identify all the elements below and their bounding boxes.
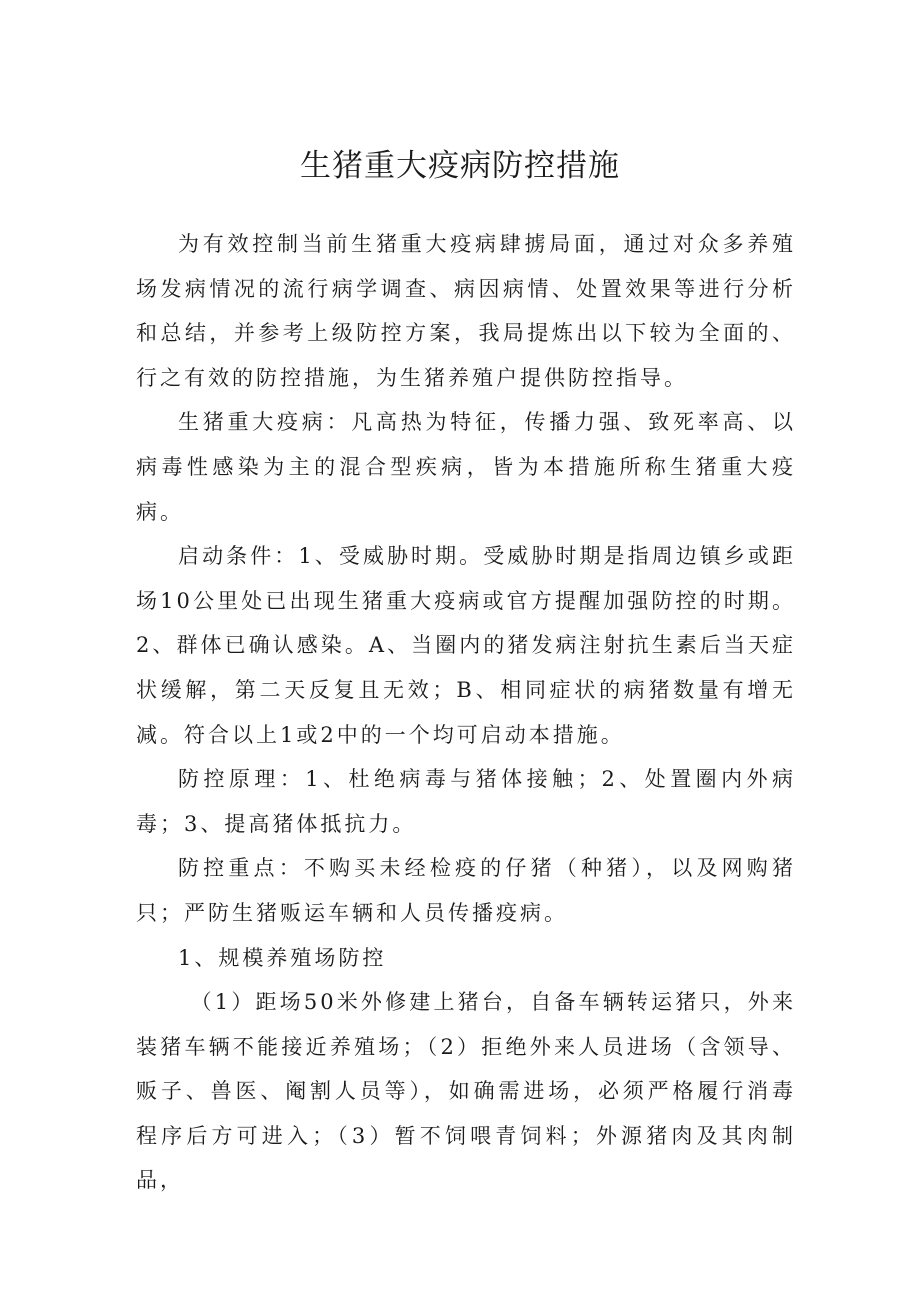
document-title: 生猪重大疫病防控措施 [300,148,620,184]
paragraph-start-conditions: 启动条件：1、受威胁时期。受威胁时期是指周边镇乡或距场10公里处已出现生猪重大疫病或官方提醒加强防控的时期。2、群体已确认感染。A、当圈内的猪发病注射抗生素后当天症状缓解，第二天反复且无效；B、相同症状的病猪数量有增无减。符合以上1或2中的一个均可启动本措施。 [136,544,796,747]
paragraph-large-farm-measures: （1）距场50米外修建上猪台，自备车辆转运猪只，外来装猪车辆不能接近养殖场；（2）拒绝外来人员进场（含领导、贩子、兽医、阉割人员等），如确需进场，必须严格履行消毒程序后方可进入；（3）暂不饲喂青饲料；外源猪肉及其肉制品， [136,990,796,1193]
paragraph-intro: 为有效控制当前生猪重大疫病肆掳局面，通过对众多养殖场发病情况的流行病学调查、病因病情、处置效果等进行分析和总结，并参考上级防控方案，我局提炼出以下较为全面的、行之有效的防控措施，为生猪养殖户提供防控指导。 [136,232,796,390]
paragraph-principles: 防控原理：1、杜绝病毒与猪体接触；2、处置圈内外病毒；3、提高猪体抵抗力。 [136,767,796,836]
document-body [136,222,796,1203]
section-heading-large-farms: 1、规模养殖场防控 [178,945,387,970]
paragraph-definition: 生猪重大疫病：凡高热为特征，传播力强、致死率高、以病毒性感染为主的混合型疾病，皆为本措施所称生猪重大疫病。 [136,410,796,524]
paragraph-key-points: 防控重点：不购买未经检疫的仔猪（种猪），以及网购猪只；严防生猪贩运车辆和人员传播疫病。 [136,856,796,925]
